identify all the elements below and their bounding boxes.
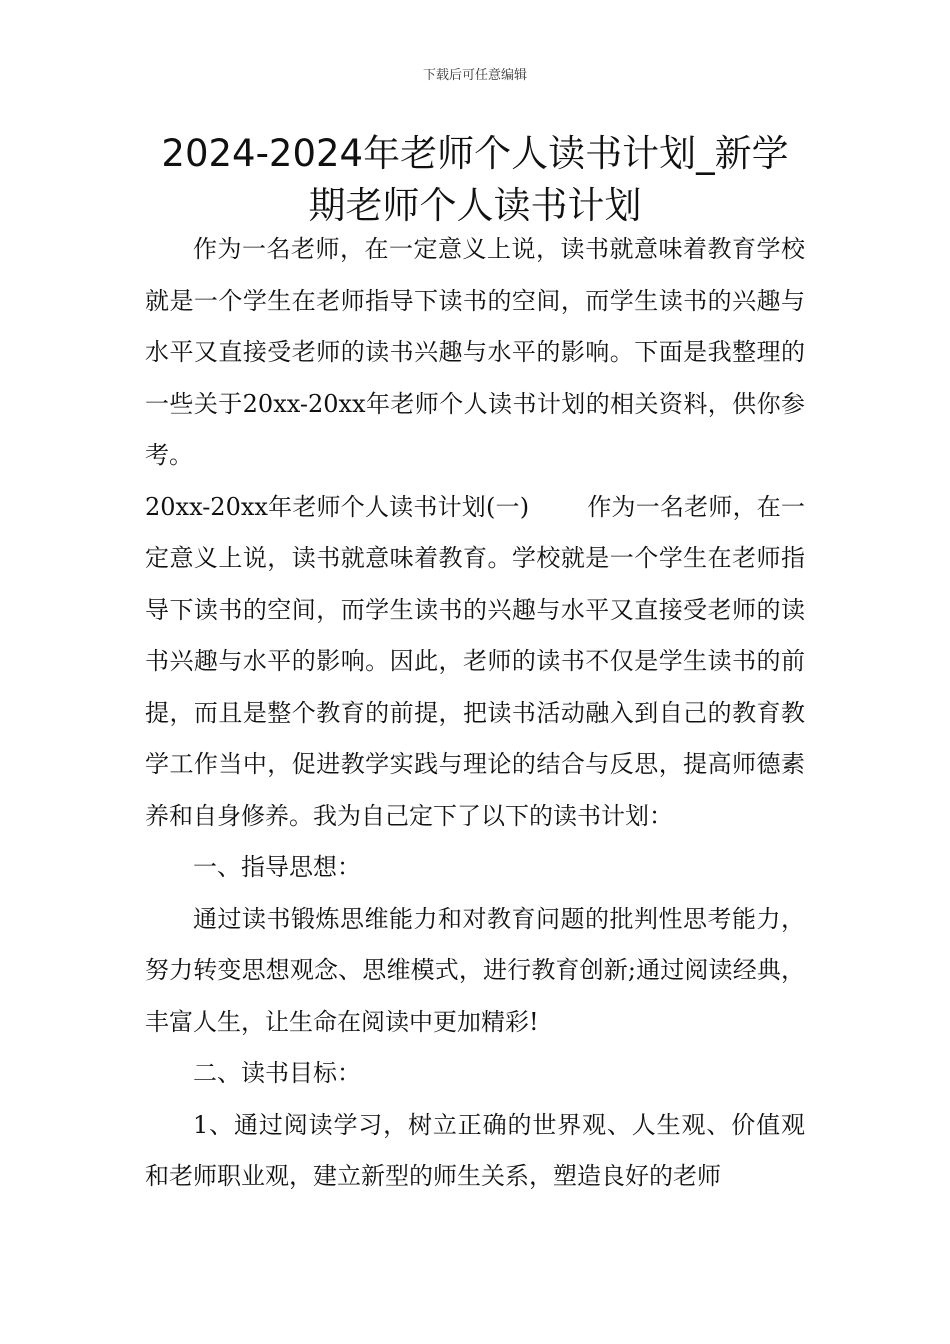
goal-item-1: 1、通过阅读学习，树立正确的世界观、人生观、价值观和老师职业观，建立新型的师生关系，塑造良好的老师 [145,1110,805,1190]
section-1-paragraph [145,482,805,843]
goal-heading: 二、读书目标： [193,1059,361,1087]
guide-paragraph: 通过读书锻炼思维能力和对教育问题的批判性思考能力，努力转变思想观念、思维模式，进行教育创新;通过阅读经典，丰富人生，让生命在阅读中更加精彩! [145,904,805,1036]
document-body [145,224,805,1203]
header-note: 下载后可任意编辑 [422,68,527,83]
document-title: 2024-2024年老师个人读书计划_新学期老师个人读书计划 [161,132,789,227]
guide-heading: 一、指导思想： [193,853,361,881]
section-1-heading: 20xx-20xx年老师个人读书计划(一) [145,492,530,521]
section-1-text: 作为一名老师，在一定意义上说，读书就意味着教育。学校就是一个学生在老师指导下读书的空间，而学生读书的兴趣与水平又直接受老师的读书兴趣与水平的影响。因此，老师的读书不仅是学生读书的前提，而且是整个教育的前提，把读书活动融入到自己的教育教学工作当中，促进教学实践与理论的结合与反思，提高师德素养和自身修养。我为自己定下了以下的读书计划： [145,492,805,830]
intro-paragraph: 作为一名老师，在一定意义上说，读书就意味着教育学校就是一个学生在老师指导下读书的空间，而学生读书的兴趣与水平又直接受老师的读书兴趣与水平的影响。下面是我整理的一些关于20xx-20xx年老师个人读书计划的相关资料，供你参考。 [145,235,805,469]
